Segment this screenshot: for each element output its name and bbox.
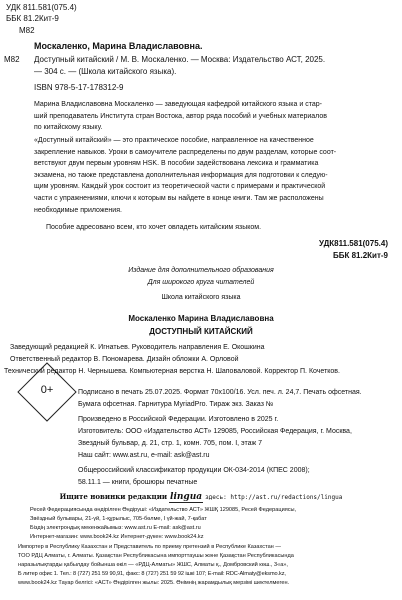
kazakh-line: Импортер в Республику Казахстан и Представитель по приему претензий в Республике Казахстан — [18, 544, 281, 550]
annotation-line: щим уровням. Каждый урок состоит из теоретической части с примерами и практической [34, 183, 326, 190]
book-author: Москаленко Марина Владиславовна [128, 314, 274, 323]
search-prefix: Ищите новинки редакции [59, 492, 168, 501]
kazakh-line: ТОО РДЦ Алматы, г. Алматы. Қазақстан Республикасына импорттаушы және Қазақстан Республикасында [18, 553, 294, 559]
annotation-line: Марина Владиславовна Москаленко — заведующая кафедрой китайского языка и стар- [34, 101, 322, 108]
okp-line: Общероссийский классификатор продукции ОК-034-2014 (КПЕС 2008); [78, 467, 310, 474]
edition-line: Для широкого круга читателей [147, 279, 255, 286]
annotation-line: закрепление навыков. Уроки в самоучителе распределены по двум разделам, которые соот- [34, 149, 337, 156]
annotation-line: Пособие адресовано всем, кто хочет овладеть китайским языком. [46, 224, 262, 231]
isbn-line: ISBN 978-5-17-178312-9 [34, 83, 124, 92]
book-title: ДОСТУПНЫЙ КИТАЙСКИЙ [149, 327, 253, 336]
print-line: Бумага офсетная. Гарнитура MyriadPro. Тираж экз. Заказ № [78, 401, 274, 408]
kazakh-line: Ресей Федерациясында өндірілген Өндіруші: «Издательство АСТ» ЖШҚ 129085, Ресей Федерациясы, [30, 507, 297, 513]
producer-line: Наш сайт: www.ast.ru, e-mail: ask@ast.ru [78, 452, 210, 459]
age-rating-text: 0+ [40, 384, 54, 396]
description-line: Доступный китайский / М. В. Москаленко. — Москва: Издательство АСТ, 2025. [34, 55, 326, 64]
udk-right: УДК811.581(075.4) [319, 239, 388, 248]
kazakh-line: Звёздный бульвары, 21-үй, 1-құрылыс, 705-бөлме, I үй-жай, 7-қабат [30, 516, 207, 522]
okp-line: 58.11.1 — книги, брошюры печатные [78, 479, 198, 486]
margin-code: М82 [4, 55, 20, 64]
kazakh-line: Біздің электрондық мекенжайымыз: www.ast.ru E-mail: ask@ast.ru [30, 525, 201, 531]
kazakh-line: Б литер офис 1. Тел.: 8 (727) 251 59 90,91, факс: 8 (727) 251 59 92 ішкі 107; E-mail: RDC-Almaty@eksmo.kz, [18, 571, 286, 577]
series-name: Школа китайского языка [161, 294, 241, 301]
description-line: — 304 с. — (Школа китайского языка). [34, 67, 177, 76]
print-line: Подписано в печать 25.07.2025. Формат 70х100/16. Усл. печ. л. 24,7. Печать офсетная. [78, 389, 362, 396]
search-line [0, 493, 402, 503]
annotation-line: по китайскому языку. [34, 124, 103, 131]
header-udk: УДК 811.581(075.4) [6, 3, 77, 12]
credit-line: Ответственный редактор В. Пономарева. Дизайн обложки А. Орловой [10, 356, 239, 363]
kazakh-line: www.book24.kz Тауар белгісі: «АСТ» Өндірілген жылы: 2025. Өнімнің жарамдылық мерзімі шектелмеген. [18, 580, 290, 586]
producer-line: Изготовитель: ООО «Издательство АСТ» 129085, Российская Федерация, г. Москва, [78, 428, 352, 435]
lingua-logo: lingua [170, 492, 203, 502]
annotation-line: ший преподаватель Института стран Востока, автор ряда пособий и учебных материалов [34, 113, 327, 120]
annotation-line: экзамена, но также представлена дополнительная информация для подготовки к следую- [34, 172, 328, 179]
producer-line: Звездный бульвар, д. 21, стр. 1, комн. 705, пом. I, этаж 7 [78, 440, 263, 447]
credit-line: Технический редактор Н. Чернышева. Компьютерная верстка Н. Шаповаловой. Корректор П. Кочетков. [4, 368, 340, 375]
producer-line: Произведено в Российской Федерации. Изготовлено в 2025 г. [78, 416, 279, 423]
annotation-line: необходимые приложения. [34, 207, 122, 214]
annotation-line: «Доступный китайский» — это практическое пособие, направленное на качественное [34, 137, 314, 144]
edition-line: Издание для дополнительного образования [128, 267, 274, 274]
search-suffix: здесь: http://ast.ru/redactions/lingua [205, 494, 343, 501]
header-code: М82 [19, 26, 35, 35]
annotation-line: части с упражнениями, ключи к которым вы найдете в конце книги. Там же расположены [34, 195, 324, 202]
annotation-line: ветствуют двум первым уровням HSK. В пособии задействована лексика и грамматика [34, 160, 319, 167]
credit-line: Заведующий редакцией К. Игнатьев. Руководитель направления Е. Окошкина [10, 344, 265, 351]
kazakh-line: Интернет-магазин: www.book24.kz Интернет-дүкен: www.book24.kz [30, 534, 204, 540]
kazakh-line: наразылықтарды қабылдау бойынша өкіл — «РДЦ-Алматы» ЖШС, Алматы қ., Домбровский көш., 3«а», [18, 562, 288, 568]
author-heading: Москаленко, Марина Владиславовна. [34, 41, 203, 51]
bbk-right: ББК 81.2Кит-9 [332, 251, 388, 260]
header-bbk: ББК 81.2Кит-9 [6, 14, 59, 23]
